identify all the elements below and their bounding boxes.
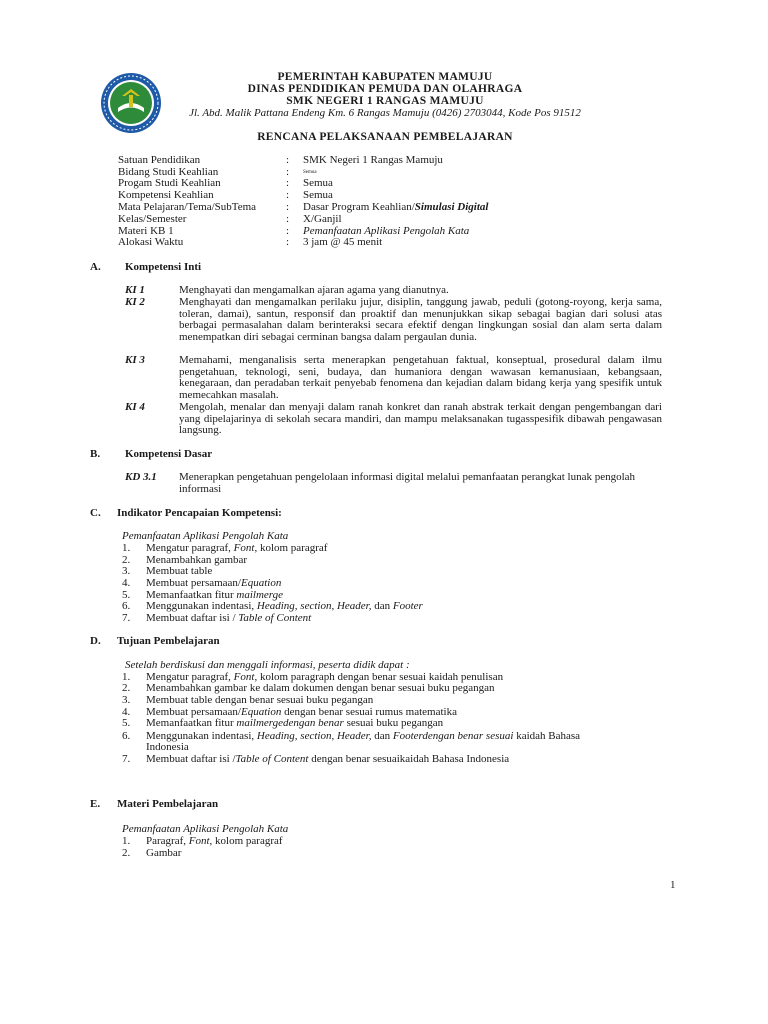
school-logo-emblem	[100, 72, 162, 134]
header-address: Jl. Abd. Malik Pattana Endeng Km. 6 Rangas Mamuju (0426) 2703044, Kode Pos 91512	[189, 107, 581, 119]
section-d-title: Tujuan Pembelajaran	[117, 635, 220, 647]
list-item: Gambar	[146, 847, 182, 859]
identity-value: Pemanfaatan Aplikasi Pengolah Kata	[303, 225, 470, 237]
list-number: 1.	[122, 671, 131, 683]
ki-label: KI 2	[125, 296, 145, 308]
identity-label: Satuan Pendidikan	[118, 154, 201, 166]
identity-colon: :	[286, 177, 290, 189]
section-a-title: Kompetensi Inti	[125, 261, 202, 273]
list-number: 6.	[122, 730, 131, 742]
header-department: DINAS PENDIDIKAN PEMUDA DAN OLAHRAGA	[247, 83, 523, 95]
list-item: Menambahkan gambar ke dalam dokumen dengan benar sesuai buku pegangan	[146, 682, 495, 694]
ki-text: Menghayati dan mengamalkan ajaran agama yang dianutnya.	[179, 284, 449, 296]
list-item: Membuat persamaan/Equation dengan benar sesuai rumus matematika	[146, 706, 457, 718]
identity-label: Progam Studi Keahlian	[118, 177, 221, 189]
list-number: 2.	[122, 554, 131, 566]
section-e-letter: E.	[90, 798, 101, 810]
identity-label: Kompetensi Keahlian	[118, 189, 214, 201]
section-e-title: Materi Pembelajaran	[117, 798, 219, 810]
identity-value: Semua	[303, 189, 333, 201]
page-number: 1	[670, 879, 676, 891]
identity-label: Mata Pelajaran/Tema/SubTema	[118, 201, 257, 213]
identity-colon: :	[286, 213, 290, 225]
list-item: Membuat daftar isi /Table of Content dengan benar sesuaikaidah Bahasa Indonesia	[146, 753, 510, 765]
identity-row	[118, 214, 558, 226]
list-number: 3.	[122, 565, 131, 577]
identity-value: Semua	[303, 177, 333, 189]
list-number: 5.	[122, 589, 131, 601]
list-number: 4.	[122, 577, 131, 589]
section-d-letter: D.	[90, 635, 101, 647]
list-number: 7.	[122, 753, 131, 765]
identity-row	[118, 237, 558, 249]
list-number: 3.	[122, 694, 131, 706]
identity-colon: :	[286, 189, 290, 201]
section-c-intro: Pemanfaatan Aplikasi Pengolah Kata	[122, 530, 289, 542]
header-government: PEMERINTAH KABUPATEN MAMUJU	[277, 71, 493, 83]
list-number: 6.	[122, 600, 131, 612]
identity-label: Bidang Studi Keahlian	[118, 166, 219, 178]
identity-colon: :	[286, 154, 290, 166]
document-title: RENCANA PELAKSANAAN PEMBELAJARAN	[257, 131, 513, 143]
section-b-title: Kompetensi Dasar	[125, 448, 213, 460]
identity-value-part: Dasar Program Keahlian/	[303, 201, 415, 213]
list-number: 5.	[122, 717, 131, 729]
identity-value: 3 jam @ 45 menit	[303, 236, 383, 248]
list-item: Menggunakan indentasi, Heading, section, Header, dan Footer	[146, 600, 423, 612]
identity-row	[118, 155, 558, 167]
section-a-letter: A.	[90, 261, 101, 273]
identity-label: Alokasi Waktu	[118, 236, 184, 248]
list-item-continuation: Indonesia	[146, 741, 189, 753]
header-school: SMK NEGERI 1 RANGAS MAMUJU	[286, 95, 484, 107]
identity-value: X/Ganjil	[303, 213, 342, 225]
identity-colon: :	[286, 236, 290, 248]
list-item: Mengatur paragraf, Font, kolom paragraf	[146, 542, 328, 554]
list-item: Mengatur paragraf, Font, kolom paragraph dengan benar sesuai kaidah penulisan	[146, 671, 504, 683]
ki-label: KI 1	[125, 284, 145, 296]
ki-label: KI 4	[125, 401, 145, 413]
list-item: Memanfaatkan fitur mailmerge	[146, 589, 284, 601]
identity-value	[303, 202, 488, 214]
list-item: Memanfaatkan fitur mailmergedengan benar sesuai buku pegangan	[146, 717, 444, 729]
section-b-letter: B.	[90, 448, 101, 460]
list-number: 7.	[122, 612, 131, 624]
identity-label: Materi KB 1	[118, 225, 174, 237]
list-number: 2.	[122, 682, 131, 694]
list-item: Membuat table dengan benar sesuai buku pegangan	[146, 694, 374, 706]
ki-label: KI 3	[125, 354, 145, 366]
kd-label: KD 3.1	[125, 471, 157, 483]
ki-text: Mengolah, menalar dan menyaji dalam ranah konkret dan ranah abstrak terkait dengan pengembangan dari yang dipelajarinya di sekolah secara mandiri, dan mampu melaksanakan tugasspesifik dibawah pengawasan langsung.	[179, 401, 662, 437]
identity-row	[118, 202, 558, 214]
identity-value: Semua	[303, 170, 317, 175]
ki-text: Menghayati dan mengamalkan perilaku jujur, disiplin, tanggung jawab, peduli (gotong-royong, kerja sama, toleran, damai), santun, responsif dan proaktif dan menunjukkan sikap sebagai bagian dari solusi atas berbagai permasalahan dalam berinteraksi secara efektif dengan lingkungan sosial dan alam serta dalam menempatkan diri sebagai cerminan bangsa dalam pergaulan dunia.	[179, 296, 662, 343]
list-item: Menggunakan indentasi, Heading, section, Header, dan Footerdengan benar sesuai kaidah Bahasa	[146, 730, 581, 742]
list-item: Membuat table	[146, 565, 213, 577]
kd-text: Menerapkan pengetahuan pengelolaan informasi digital melalui pemanfaatan perangkat lunak pengolah informasi	[179, 471, 636, 495]
list-number: 2.	[122, 847, 131, 859]
list-number: 1.	[122, 542, 131, 554]
list-item: Menambahkan gambar	[146, 554, 248, 566]
list-item: Membuat persamaan/Equation	[146, 577, 282, 589]
identity-row	[118, 190, 558, 202]
section-c-title: Indikator Pencapaian Kompetensi:	[117, 507, 282, 519]
identity-colon: :	[286, 225, 290, 237]
identity-label: Kelas/Semester	[118, 213, 187, 225]
section-d-intro: Setelah berdiskusi dan menggali informasi, peserta didik dapat :	[125, 659, 410, 671]
section-c-letter: C.	[90, 507, 101, 519]
section-e-intro: Pemanfaatan Aplikasi Pengolah Kata	[122, 823, 289, 835]
identity-colon: :	[286, 166, 290, 178]
identity-value-subject: Simulasi Digital	[414, 201, 489, 213]
identity-value: SMK Negeri 1 Rangas Mamuju	[303, 154, 443, 166]
list-item: Membuat daftar isi / Table of Content	[146, 612, 312, 624]
list-item: Paragraf, Font, kolom paragraf	[146, 835, 283, 847]
identity-row	[118, 178, 558, 190]
ki-text: Memahami, menganalisis serta menerapkan pengetahuan faktual, konseptual, prosedural dalam ilmu pengetahuan, teknologi, seni, budaya, dan humaniora dengan wawasan kemanusiaan, kebangsaan, kenegaraan, dan peradaban terkait penyebab fenomena dan kejadian dalam bidang kerja yang spesifik untuk memecahkan masalah.	[179, 354, 662, 401]
list-number: 4.	[122, 706, 131, 718]
identity-colon: :	[286, 201, 290, 213]
list-number: 1.	[122, 835, 131, 847]
